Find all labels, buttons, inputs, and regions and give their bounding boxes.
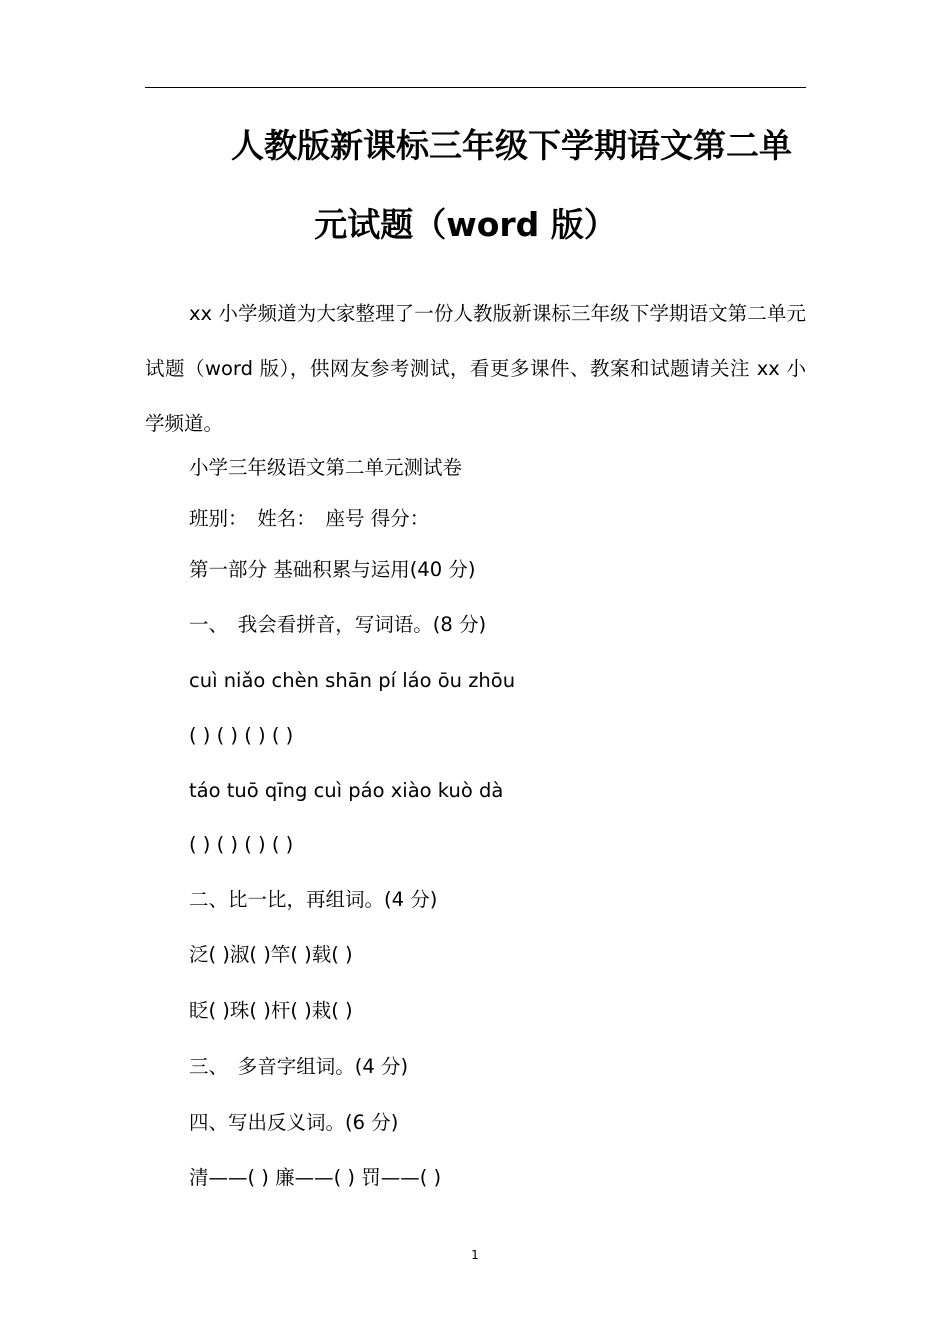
document-title-line-2: 元试题（word 版） bbox=[314, 205, 617, 244]
answer-blanks-1: ( ) ( ) ( ) ( ) bbox=[189, 724, 294, 747]
answer-blanks-2: ( ) ( ) ( ) ( ) bbox=[189, 833, 294, 856]
test-paper-heading: 小学三年级语文第二单元测试卷 bbox=[189, 456, 463, 479]
compare-words-line-1: 泛( )淑( )竿( )载( ) bbox=[189, 943, 353, 966]
document-title-line-1: 人教版新课标三年级下学期语文第二单 bbox=[231, 126, 792, 165]
page-number: 1 bbox=[471, 1248, 479, 1262]
antonym-line: 清——( ) 廉——( ) 罚——( ) bbox=[189, 1166, 442, 1189]
pinyin-line-1: cuì niǎo chèn shān pí láo ōu zhōu bbox=[189, 669, 516, 692]
section-part-one: 第一部分 基础积累与运用(40 分) bbox=[189, 558, 476, 581]
question-three-heading: 三、 多音字组词。(4 分) bbox=[189, 1055, 409, 1078]
compare-words-line-2: 眨( )珠( )杆( )栽( ) bbox=[189, 999, 353, 1022]
student-info-line: 班别： 姓名： 座号 得分： bbox=[189, 507, 430, 530]
intro-paragraph: xx 小学频道为大家整理了一份人教版新课标三年级下学期语文第二单元试题（word 版），供网友参考测试，看更多课件、教案和试题请关注 xx 小学频道。 bbox=[145, 302, 806, 435]
question-four-heading: 四、写出反义词。(6 分) bbox=[189, 1111, 399, 1134]
question-one-heading: 一、 我会看拼音，写词语。(8 分) bbox=[189, 613, 487, 636]
question-two-heading: 二、比一比，再组词。(4 分) bbox=[189, 888, 438, 911]
pinyin-line-2: táo tuō qīng cuì páo xiào kuò dà bbox=[189, 779, 504, 802]
header-rule bbox=[145, 87, 806, 88]
